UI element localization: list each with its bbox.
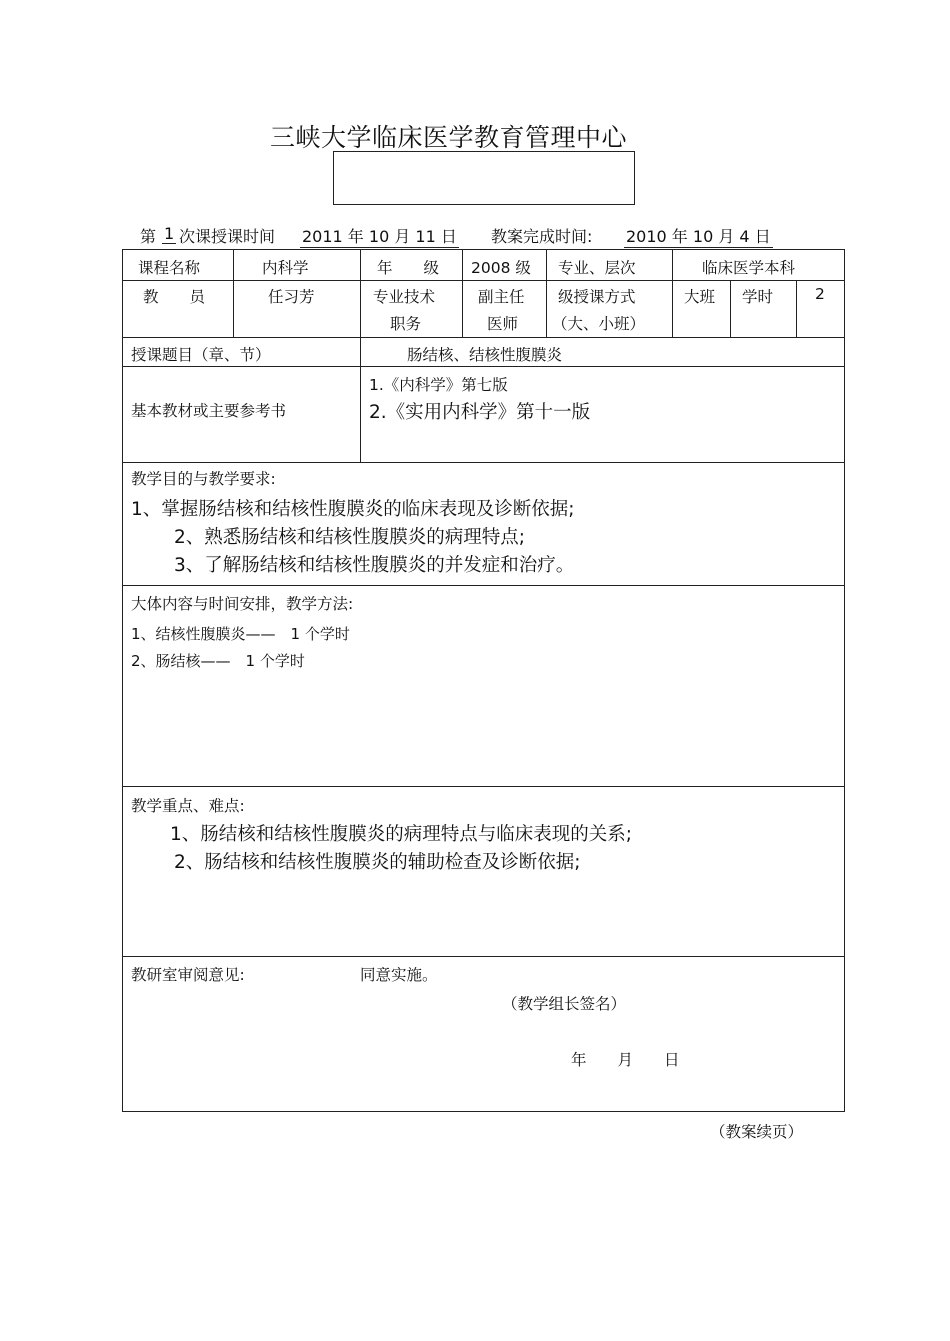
- col-divider: [462, 249, 463, 337]
- row-divider: [122, 585, 845, 586]
- content-label: 大体内容与时间安排，教学方法:: [131, 595, 354, 613]
- teach-date: 2011 年 10 月 11 日: [300, 224, 459, 248]
- grade-label: 年 级: [377, 259, 440, 277]
- textbook-label: 基本教材或主要参考书: [131, 402, 287, 420]
- keypoints-label: 教学重点、难点:: [131, 797, 245, 815]
- textbook-item: 1.《内科学》第七版: [369, 376, 508, 394]
- row-divider: [122, 956, 845, 957]
- row-divider: [122, 337, 845, 338]
- col-divider: [360, 249, 361, 462]
- col-divider: [730, 280, 731, 337]
- job-title-label: 职务: [390, 315, 422, 333]
- content-item: 2、肠结核—— 1 个学时: [131, 652, 305, 670]
- objective-item: 2、熟悉肠结核和结核性腹膜炎的病理特点;: [174, 527, 526, 548]
- row-divider: [122, 366, 845, 367]
- teacher-label: 教 员: [143, 288, 206, 306]
- review-opinion: 同意实施。: [360, 966, 438, 984]
- title-box: [333, 151, 635, 205]
- teaching-mode-label: （大、小班）: [552, 315, 646, 333]
- course-name-value: 内科学: [262, 259, 309, 277]
- topic-label: 授课题目（章、节）: [131, 346, 271, 364]
- topic-value: 肠结核、结核性腹膜炎: [407, 346, 563, 364]
- grade-value: 2008 级: [471, 259, 531, 277]
- plan-date-label: 教案完成时间:: [491, 227, 593, 246]
- row-divider: [122, 786, 845, 787]
- content-item: 1、结核性腹膜炎—— 1 个学时: [131, 625, 350, 643]
- lesson-number: 1: [164, 224, 175, 243]
- objective-item: 1、掌握肠结核和结核性腹膜炎的临床表现及诊断依据;: [131, 499, 575, 520]
- plan-date: 2010 年 10 月 4 日: [624, 224, 773, 248]
- teaching-mode-value: 大班: [684, 288, 716, 306]
- col-divider: [233, 249, 234, 337]
- signature-date: 年 月 日: [571, 1051, 680, 1069]
- job-title-label: 专业技术: [373, 288, 436, 306]
- continue-page-label: （教案续页）: [710, 1123, 804, 1141]
- objectives-label: 教学目的与教学要求:: [131, 470, 276, 488]
- keypoint-item: 1、肠结核和结核性腹膜炎的病理特点与临床表现的关系;: [170, 824, 633, 845]
- job-title-value: 副主任: [478, 288, 525, 306]
- textbook-item: 2.《实用内科学》第十一版: [369, 402, 591, 423]
- job-title-value: 医师: [487, 315, 519, 333]
- col-divider: [796, 280, 797, 337]
- row-divider: [122, 280, 845, 281]
- class-hours-label: 学时: [742, 288, 774, 306]
- keypoint-item: 2、肠结核和结核性腹膜炎的辅助检查及诊断依据;: [174, 852, 581, 873]
- teaching-mode-label: 级授课方式: [558, 288, 636, 306]
- signature-label: （教学组长签名）: [502, 995, 627, 1013]
- class-hours-value: 2: [815, 285, 825, 303]
- major-label: 专业、层次: [558, 259, 636, 277]
- lesson-suffix: 次课授课时间: [179, 227, 276, 246]
- objective-item: 3、了解肠结核和结核性腹膜炎的并发症和治疗。: [174, 555, 575, 576]
- col-divider: [672, 249, 673, 337]
- col-divider: [546, 249, 547, 337]
- course-name-label: 课程名称: [138, 259, 201, 277]
- review-label: 教研室审阅意见:: [131, 966, 245, 984]
- row-divider: [122, 462, 845, 463]
- major-value: 临床医学本科: [702, 259, 796, 277]
- lesson-prefix: 第: [140, 227, 157, 246]
- teacher-value: 任习芳: [268, 288, 315, 306]
- page-title: 三峡大学临床医学教育管理中心: [270, 123, 628, 152]
